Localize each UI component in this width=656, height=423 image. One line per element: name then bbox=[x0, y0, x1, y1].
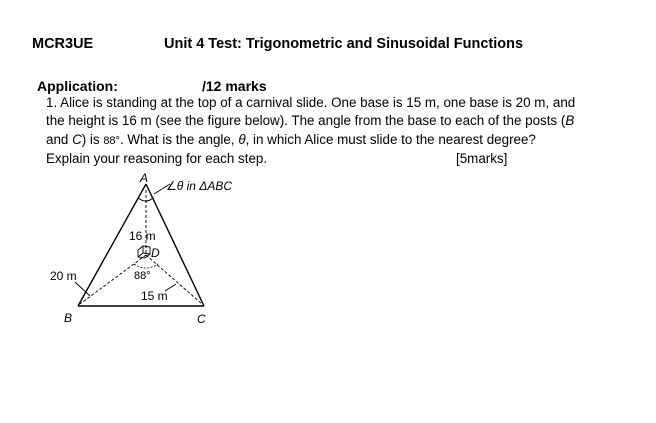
question-line-3-start: and bbox=[46, 132, 73, 147]
question-line-1: 1. Alice is standing at the top of a carnival slide. One base is 15 m, one base is 20 m, and bbox=[46, 95, 576, 110]
slide-figure bbox=[40, 170, 260, 330]
theta-arc bbox=[138, 198, 153, 201]
base-right-label: 15 m bbox=[141, 289, 168, 303]
base-left-label: 20 m bbox=[50, 269, 77, 283]
angle-88-ref: 88° bbox=[103, 135, 120, 147]
question-line-3-end: . What is the angle, bbox=[119, 132, 239, 147]
vertex-c-label: C bbox=[197, 312, 206, 326]
angle-88-label: 88° bbox=[134, 270, 151, 282]
section-label: Application: bbox=[37, 78, 118, 94]
question-line-2-text: the height is 16 m (see the figure below). The angle from the base to each of the posts ( bbox=[46, 113, 566, 128]
edge-ac bbox=[146, 184, 204, 306]
vertex-d-label: D bbox=[151, 246, 160, 260]
question-line-3-mid: ) is bbox=[81, 132, 104, 147]
vertex-a-label: A bbox=[140, 171, 149, 185]
theta-angle-label: ∠θ in ΔABC bbox=[166, 179, 232, 193]
question-line-3-tail: , in which Alice must slide to the nearest degree? bbox=[245, 132, 536, 147]
test-title: Unit 4 Test: Trigonometric and Sinusoidal Functions bbox=[164, 36, 524, 52]
question-line-3 bbox=[46, 133, 536, 147]
vertex-b-label: B bbox=[64, 311, 73, 325]
post-b-ref: B bbox=[565, 113, 575, 128]
height-label: 16 m bbox=[129, 229, 156, 243]
theta-ref: θ bbox=[238, 132, 246, 147]
post-c-ref: C bbox=[72, 132, 82, 147]
section-marks: /12 marks bbox=[202, 78, 267, 94]
question-marks: [5marks] bbox=[456, 151, 508, 166]
question-line-2 bbox=[46, 114, 574, 127]
question-line-4: Explain your reasoning for each step. bbox=[46, 151, 268, 166]
angle-88-arc bbox=[134, 264, 158, 268]
edge-ab bbox=[78, 184, 146, 306]
course-code: MCR3UE bbox=[32, 36, 94, 52]
